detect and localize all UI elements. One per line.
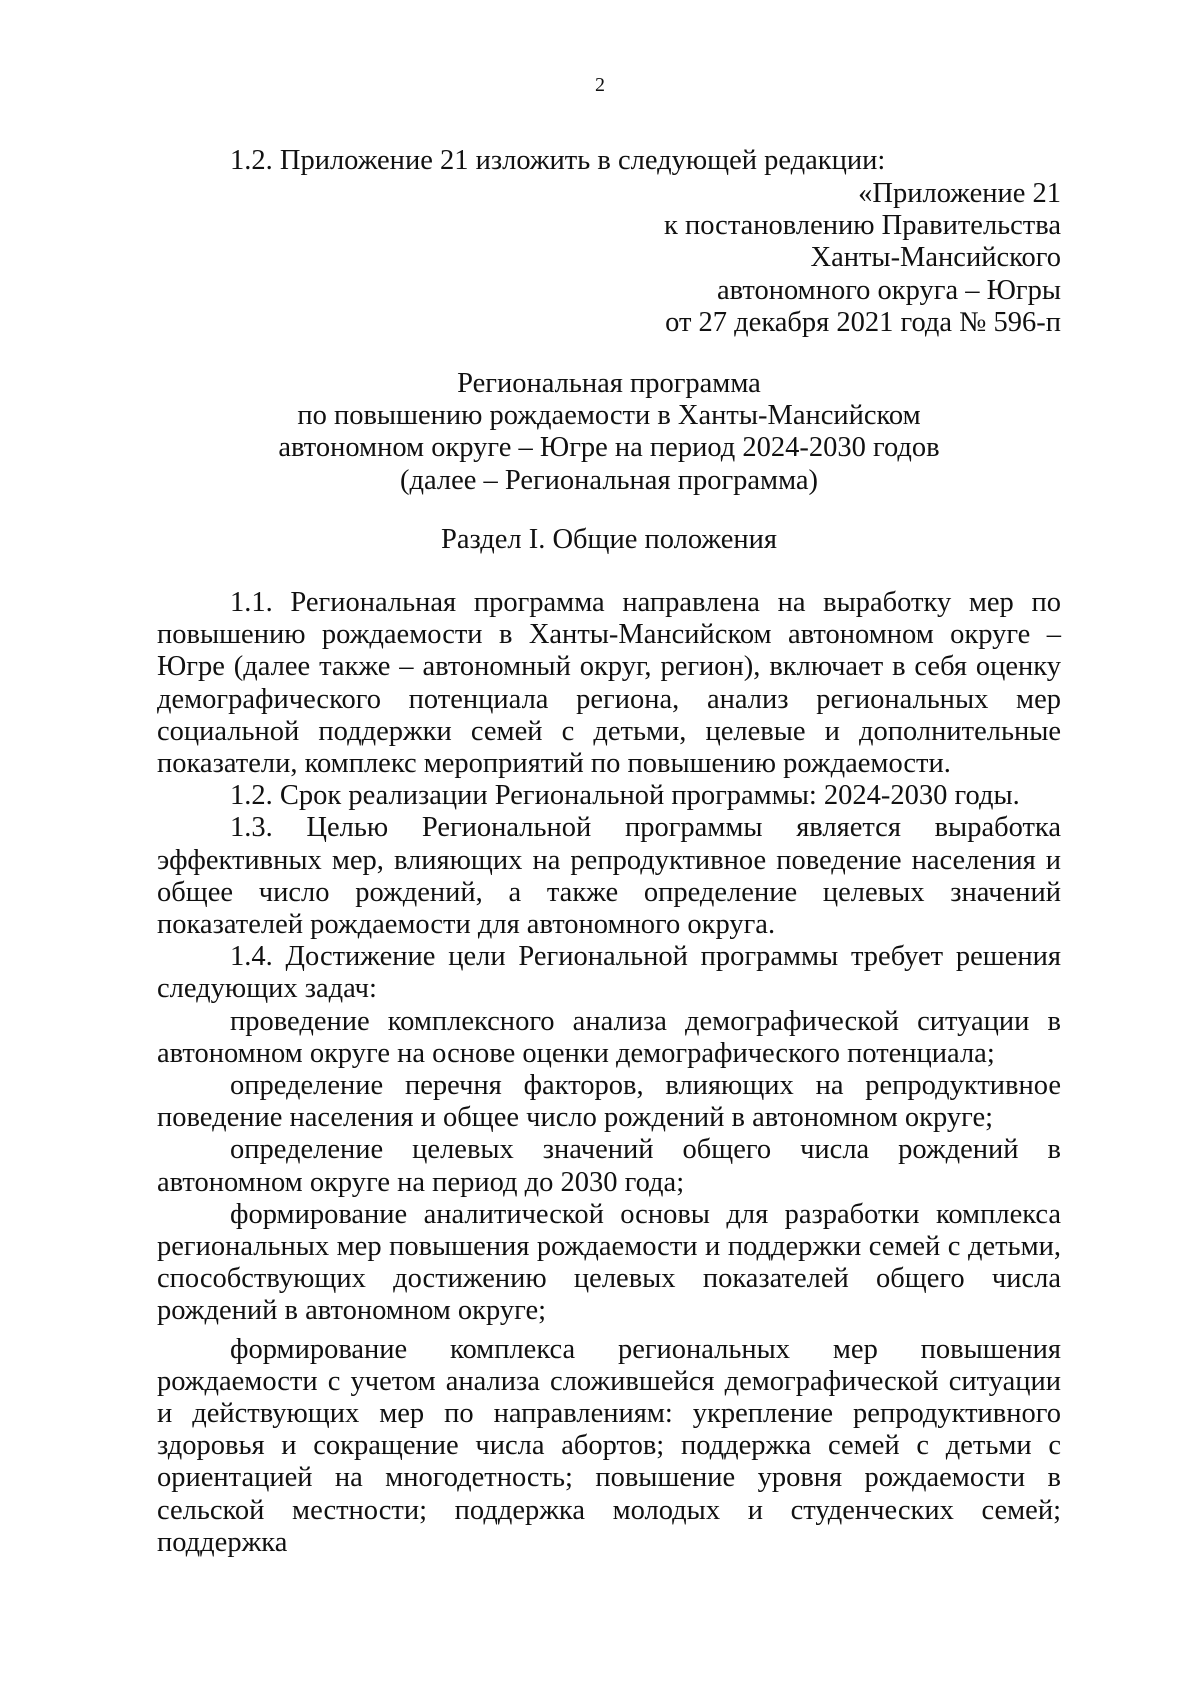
program-title-line: автономном округе – Югре на период 2024-2030 годов: [278, 432, 940, 464]
paragraph-1-2: 1.2. Срок реализации Региональной программы: 2024-2030 годы.: [230, 780, 1020, 812]
page-number: 2: [595, 74, 605, 96]
task-item: формирование комплекса региональных мер повышения рождаемости с учетом анализа сложившейся демографической ситуации и действующих мер по направлениям: укрепление репродуктивного здоровья и сокращение числа абортов; поддержка семей с детьми с ориентацией на многодетность; повышение уровня рождаемости в сельской местности; поддержка молодых и студенческих семей; поддержка: [157, 1333, 1061, 1558]
annex-header: [664, 178, 1061, 339]
body-text: [157, 587, 1061, 1559]
paragraph-1-1: 1.1. Региональная программа направлена на выработку мер по повышению рождаемости в Ханты-Мансийском автономном округе – Югре (далее также – автономный округ, регион), включает в себя оценку демографического потенциала региона, анализ региональных мер социальной поддержки семей с детьми, целевые и дополнительные показатели, комплекс мероприятий по повышению рождаемости.: [157, 587, 1061, 780]
annex-header-line: от 27 декабря 2021 года № 596-п: [665, 306, 1061, 338]
annex-header-line: Ханты-Мансийского: [810, 242, 1061, 274]
annex-header-line: к постановлению Правительства: [663, 210, 1061, 242]
section-heading: Раздел I. Общие положения: [440, 524, 777, 555]
program-title-line: по повышению рождаемости в Ханты-Мансийском: [297, 400, 921, 432]
task-item: определение перечня факторов, влияющих на репродуктивное поведение населения и общее число рождений в автономном округе;: [157, 1070, 1061, 1134]
task-item: формирование аналитической основы для разработки комплекса региональных мер повышения рождаемости и поддержки семей с детьми, способствующих достижению целевых показателей общего числа рождений в автономном округе;: [157, 1198, 1061, 1327]
program-title-line: Региональная программа: [457, 368, 761, 399]
amendment-intro-line: 1.2. Приложение 21 изложить в следующей редакции:: [230, 145, 886, 176]
annex-header-line: автономного округа – Югры: [716, 274, 1061, 306]
task-item: определение целевых значений общего числа рождений в автономном округе на период до 2030 года;: [157, 1134, 1061, 1198]
paragraph-1-3: 1.3. Целью Региональной программы является выработка эффективных мер, влияющих на репродуктивное поведение населения и общее число рождений, а также определение целевых значений показателей рождаемости для автономного округа.: [157, 812, 1061, 941]
annex-header-line: «Приложение 21: [858, 178, 1061, 209]
paragraph-1-4: 1.4. Достижение цели Региональной программы требует решения следующих задач:: [157, 941, 1061, 1005]
program-title-line: (далее – Региональная программа): [399, 464, 819, 496]
program-title: [157, 368, 1061, 497]
task-item: проведение комплексного анализа демографической ситуации в автономном округе на основе оценки демографического потенциала;: [157, 1005, 1061, 1069]
